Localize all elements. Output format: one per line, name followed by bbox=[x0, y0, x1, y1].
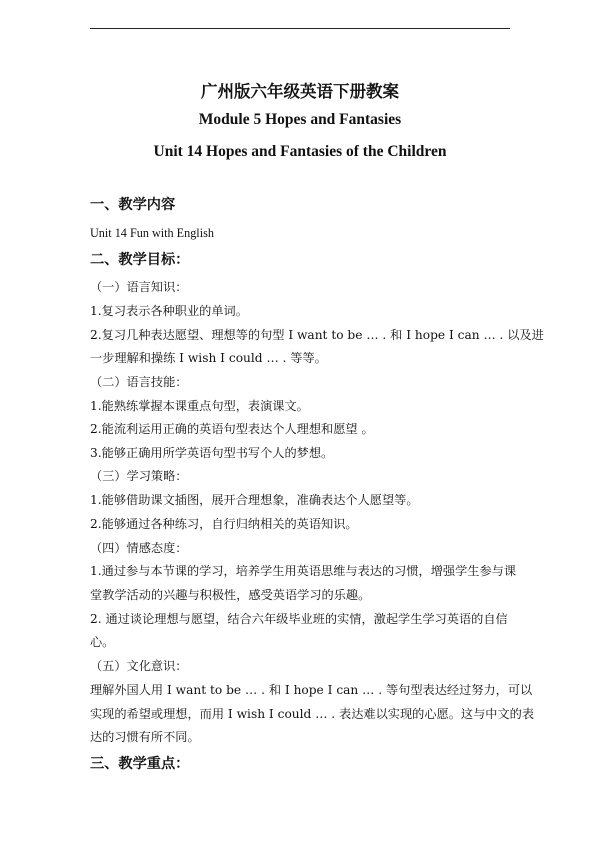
paragraph-line: 理解外国人用 I want to be … . 和 I hope I can … . 等句型表达经过努力，可以 bbox=[90, 683, 533, 697]
paragraph-line: 3.能够正确用所学英语句型书写个人的梦想。 bbox=[90, 446, 334, 460]
section-heading-objectives: 二、教学目标： bbox=[90, 252, 190, 268]
module-title: Module 5 Hopes and Fantasies bbox=[198, 111, 402, 128]
paragraph-line: 1.通过参与本节课的学习，培养学生用英语思维与表达的习惯，增强学生参与课 bbox=[90, 564, 517, 578]
paragraph-line: 1.能熟练掌握本课重点句型，表演课文。 bbox=[90, 399, 309, 413]
paragraph-line: 一步理解和操练 I wish I could … . 等等。 bbox=[90, 351, 327, 365]
document-title: 广州版六年级英语下册教案 bbox=[201, 82, 399, 101]
paragraph-line: 实现的希望或理想，而用 I wish I could … . 表达难以实现的心愿。这与中文的表 bbox=[90, 707, 535, 721]
content-text: Unit 14 Fun with English bbox=[90, 226, 214, 240]
paragraph-line: 2.能流利运用正确的英语句型表达个人理想和愿望 。 bbox=[90, 422, 374, 436]
unit-title: Unit 14 Hopes and Fantasies of the Children bbox=[153, 143, 447, 160]
subheading-language-skills: （二）语言技能： bbox=[90, 375, 188, 389]
paragraph-line: 2. 通过谈论理想与愿望，结合六年级毕业班的实情，激起学生学习英语的自信 bbox=[90, 612, 508, 626]
section-heading-content: 一、教学内容 bbox=[90, 197, 176, 213]
paragraph-line: 2.能够通过各种练习，自行归纳相关的英语知识。 bbox=[90, 517, 358, 531]
subheading-culture: （五）文化意识： bbox=[90, 659, 188, 673]
paragraph-line: 堂教学活动的兴趣与积极性，感受英语学习的乐趣。 bbox=[90, 588, 371, 602]
subheading-attitude: （四）情感态度： bbox=[90, 541, 188, 555]
paragraph-line: 达的习惯有所不同。 bbox=[90, 730, 200, 744]
subheading-language-knowledge: （一）语言知识： bbox=[90, 280, 188, 294]
paragraph-line: 2.复习几种表达愿望、理想等的句型 I want to be … . 和 I hope I can … . 以及进 bbox=[90, 328, 544, 342]
paragraph-line: 1.复习表示各种职业的单词。 bbox=[90, 304, 248, 318]
paragraph-line: 1.能够借助课文插图，展开合理想象，准确表达个人愿望等。 bbox=[90, 493, 419, 507]
header-rule bbox=[90, 28, 510, 29]
subheading-learning-strategies: （三）学习策略： bbox=[90, 469, 188, 483]
section-heading-key-points: 三、教学重点： bbox=[90, 756, 190, 772]
paragraph-line: 心。 bbox=[90, 635, 115, 649]
